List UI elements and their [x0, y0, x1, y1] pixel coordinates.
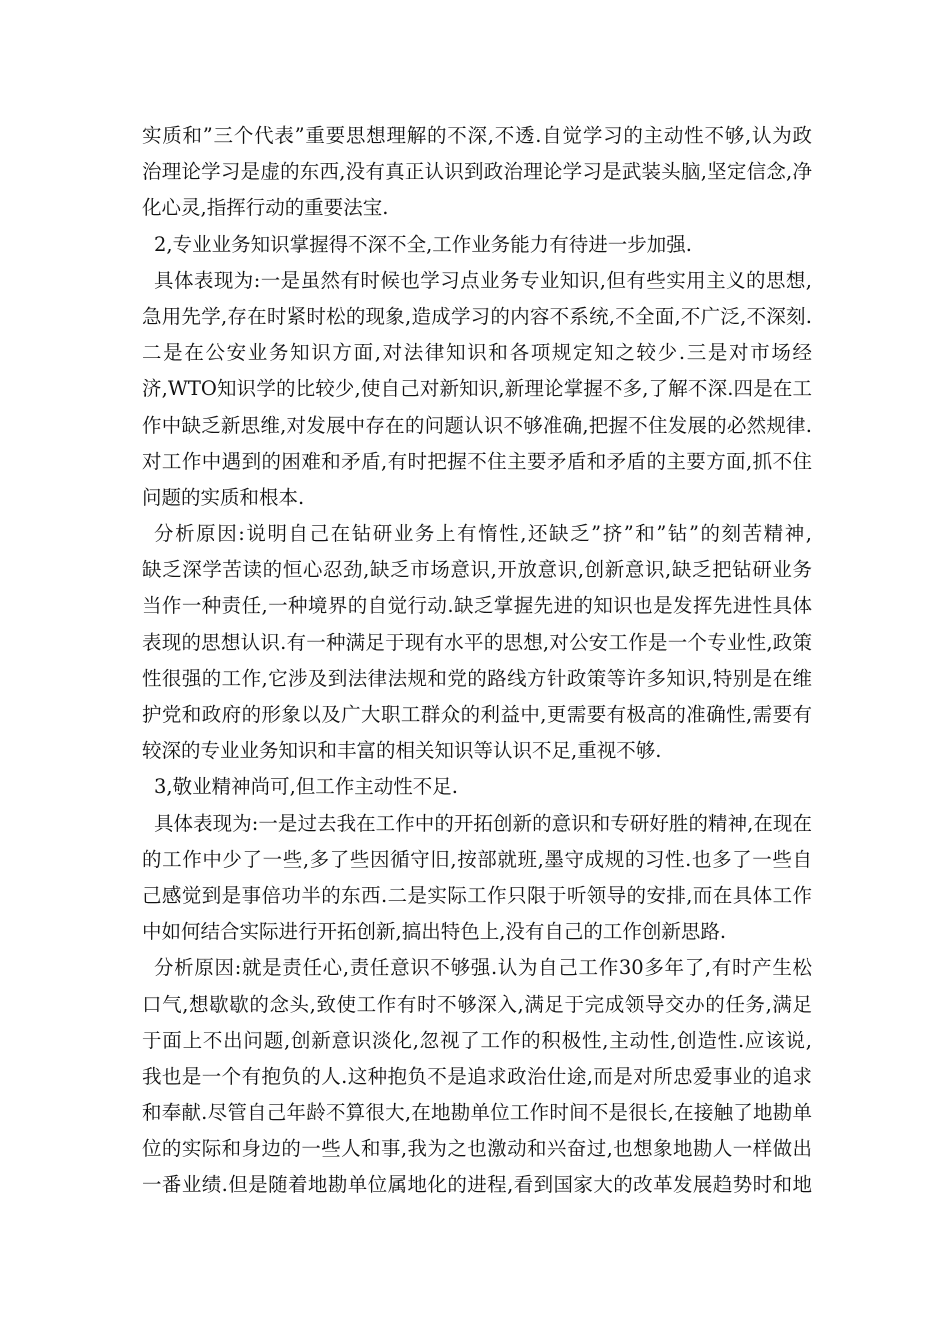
text-line: 的工作中少了一些,多了些因循守旧,按部就班,墨守成规的习性.也多了一些自: [142, 847, 812, 871]
text-line: 己感觉到是事倍功半的东西.二是实际工作只限于听领导的安排,而在具体工作: [142, 883, 812, 907]
text-line: 问题的实质和根本.: [142, 485, 305, 509]
text-line: 一番业绩.但是随着地勘单位属地化的进程,看到国家大的改革发展趋势时和地: [142, 1173, 812, 1197]
document-page: [142, 118, 812, 1204]
text-line: 护党和政府的形象以及广大职工群众的利益中,更需要有极高的准确性,需要有: [142, 703, 812, 726]
text-line: 性很强的工作,它涉及到法律法规和党的路线方针政策等许多知识,特别是在维: [142, 666, 812, 690]
text-line: 济,WTO知识学的比较少,使自己对新知识,新理论掌握不多,了解不深.四是在工: [142, 377, 812, 401]
text-line: 具体表现为:一是虽然有时候也学习点业务专业知识,但有些实用主义的思想,: [154, 268, 812, 292]
text-line: 位的实际和身边的一些人和事,我为之也激动和兴奋过,也想象地勘人一样做出: [142, 1137, 812, 1161]
text-line: 和奉献.尽管自己年龄不算很大,在地勘单位工作时间不是很长,在接触了地勘单: [142, 1101, 812, 1125]
text-line: 二是在公安业务知识方面,对法律知识和各项规定知之较少.三是对市场经: [142, 341, 812, 365]
text-line: 化心灵,指挥行动的重要法宝.: [142, 196, 389, 220]
text-line: 缺乏深学苦读的恒心忍劲,缺乏市场意识,开放意识,创新意识,缺乏把钻研业务: [142, 558, 812, 582]
text-line: 于面上不出问题,创新意识淡化,忽视了工作的积极性,主动性,创造性.应该说,: [142, 1028, 812, 1052]
text-line: 分析原因:说明自己在钻研业务上有惰性,还缺乏”挤”和”钻”的刻苦精神,: [154, 522, 812, 546]
text-line: 中如何结合实际进行开拓创新,搞出特色上,没有自己的工作创新思路.: [142, 920, 727, 944]
text-line: 对工作中遇到的困难和矛盾,有时把握不住主要矛盾和矛盾的主要方面,抓不住: [142, 449, 812, 473]
text-line: 2,专业业务知识掌握得不深不全,工作业务能力有待进一步加强.: [154, 232, 693, 256]
text-line: 具体表现为:一是过去我在工作中的开拓创新的意识和专研好胜的精神,在现在: [154, 811, 812, 835]
text-line: 实质和”三个代表”重要思想理解的不深,不透.自觉学习的主动性不够,认为政: [142, 124, 812, 147]
text-line: 当作一种责任,一种境界的自觉行动.缺乏掌握先进的知识也是发挥先进性具体: [142, 594, 812, 618]
text-line: 较深的专业业务知识和丰富的相关知识等认识不足,重视不够.: [142, 739, 662, 763]
text-line: 口气,想歇歇的念头,致使工作有时不够深入,满足于完成领导交办的任务,满足: [142, 992, 812, 1016]
text-line: 急用先学,存在时紧时松的现象,造成学习的内容不系统,不全面,不广泛,不深刻.: [142, 304, 812, 328]
text-line: 作中缺乏新思维,对发展中存在的问题认识不够准确,把握不住发展的必然规律.: [142, 413, 812, 437]
text-line: 表现的思想认识.有一种满足于现有水平的思想,对公安工作是一个专业性,政策: [142, 630, 812, 654]
text-line: 分析原因:就是责任心,责任意识不够强.认为自己工作30多年了,有时产生松: [154, 956, 812, 980]
text-line: 3,敬业精神尚可,但工作主动性不足.: [154, 775, 459, 799]
text-line: 我也是一个有抱负的人.这种抱负不是追求政治仕途,而是对所忠爱事业的追求: [142, 1064, 812, 1088]
text-line: 治理论学习是虚的东西,没有真正认识到政治理论学习是武装头脑,坚定信念,净: [142, 160, 812, 184]
